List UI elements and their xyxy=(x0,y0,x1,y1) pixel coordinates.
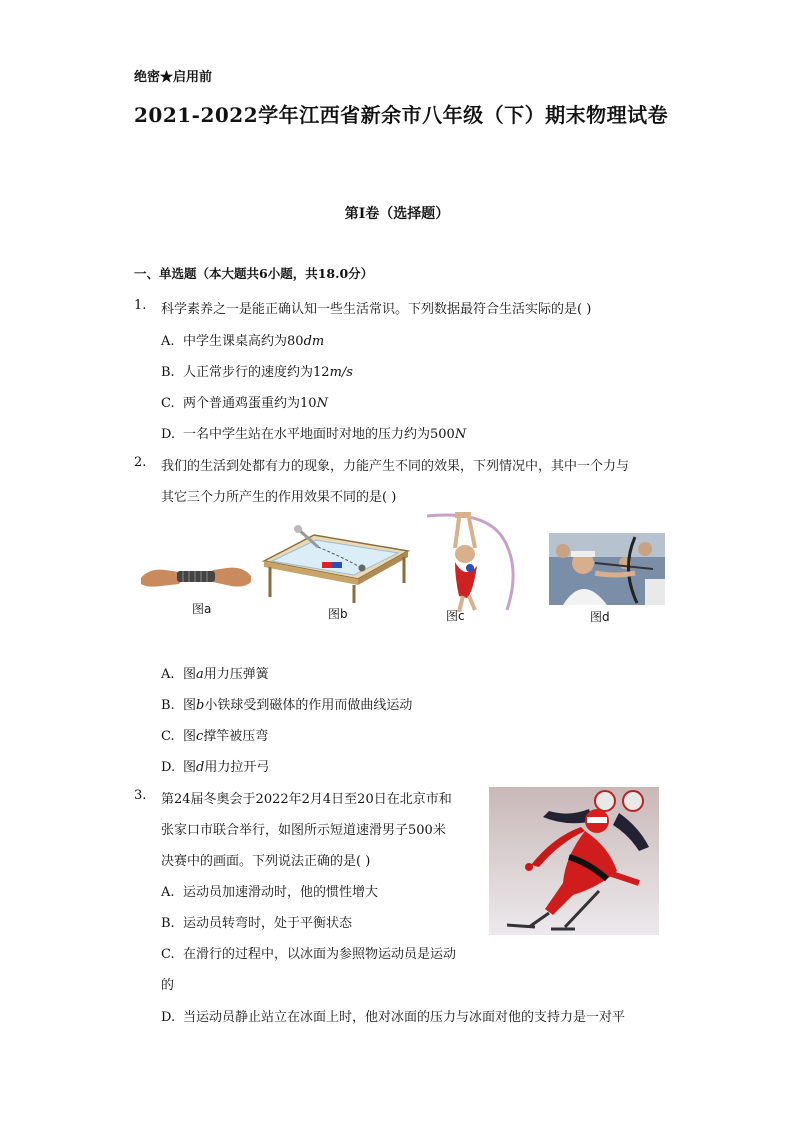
q1-option-a[interactable] xyxy=(161,330,324,349)
archery-figure xyxy=(549,533,665,605)
volume-title: 第I卷（选择题） xyxy=(344,206,450,222)
option-letter: B. xyxy=(161,698,175,713)
question-3-stem-line2: 张家口市联合举行，如图所示短道速滑男子500米 xyxy=(161,823,446,838)
option-unit: N xyxy=(454,427,467,442)
option-text: 运动员转弯时，处于平衡状态 xyxy=(183,916,353,931)
option-letter: C. xyxy=(161,947,175,962)
option-text: 图 xyxy=(183,698,197,713)
option-text: 当运动员静止站立在冰面上时，他对冰面的压力与冰面对他的支持力是一对平 xyxy=(183,1010,626,1025)
figure-d-caption: 图d xyxy=(590,610,610,624)
pole-vault-figure xyxy=(425,508,525,612)
option-text: 在滑行的过程中，以冰面为参照物运动员是运动 xyxy=(183,947,457,962)
option-letter: B. xyxy=(161,365,175,380)
q1-option-c[interactable] xyxy=(161,392,328,411)
question-3-stem-line1: 第24届冬奥会于2022年2月4日至20日在北京市和 xyxy=(161,792,452,807)
option-text: 图 xyxy=(183,760,197,775)
option-letter: B. xyxy=(161,916,175,931)
option-unit: dm xyxy=(303,334,325,349)
option-unit: N xyxy=(316,396,328,411)
option-text: 中学生课桌高约为 xyxy=(183,334,288,349)
option-text: 用力拉开弓 xyxy=(204,760,270,775)
question-1-number: 1. xyxy=(134,298,147,313)
option-value: 80 xyxy=(287,334,304,349)
q3-option-a[interactable] xyxy=(161,881,378,900)
option-text: 一名中学生站在水平地面时对地的压力约为 xyxy=(183,427,431,442)
option-text: 小铁球受到磁体的作用而做曲线运动 xyxy=(204,698,413,713)
option-value: 500 xyxy=(430,427,455,442)
q3-option-c-continued xyxy=(161,974,174,993)
q1-option-d[interactable] xyxy=(161,423,466,442)
q2-option-d[interactable] xyxy=(161,756,269,775)
option-letter: A. xyxy=(161,334,175,349)
option-text: 两个普通鸡蛋重约为 xyxy=(183,396,301,411)
question-2-stem-line1: 我们的生活到处都有力的现象，力能产生不同的效果，下列情况中，其中一个力与 xyxy=(161,459,630,474)
option-letter: A. xyxy=(161,885,175,900)
option-value: 12 xyxy=(313,365,330,380)
q2-option-a[interactable] xyxy=(161,663,269,682)
question-1-stem: 科学素养之一是能正确认知一些生活常识。下列数据最符合生活实际的是( ) xyxy=(161,302,592,317)
exam-title: 2021-2022学年江西省新余市八年级（下）期末物理试卷 xyxy=(134,103,669,127)
q2-option-b[interactable] xyxy=(161,694,412,713)
option-letter: A. xyxy=(161,667,175,682)
magnet-table-figure xyxy=(262,523,412,605)
option-letter: D. xyxy=(161,760,176,775)
q3-option-b[interactable] xyxy=(161,912,352,931)
option-text: 的 xyxy=(161,978,175,993)
option-text: 用力压弹簧 xyxy=(203,667,269,682)
confidential-label: 绝密★启用前 xyxy=(134,70,213,85)
hands-spring-figure xyxy=(139,556,253,596)
figure-b-caption: 图b xyxy=(328,607,348,621)
option-text: 运动员加速滑动时，他的惯性增大 xyxy=(183,885,379,900)
q3-option-c[interactable] xyxy=(161,943,456,962)
question-2-stem-line2: 其它三个力所产生的作用效果不同的是( ) xyxy=(161,490,397,505)
option-var: b xyxy=(196,698,205,713)
section-heading: 一、单选题（本大题共6小题，共18.0分） xyxy=(134,266,374,281)
option-unit: m/s xyxy=(329,365,353,380)
figure-c-caption: 图c xyxy=(446,609,465,623)
option-text: 撑竿被压弯 xyxy=(203,729,269,744)
option-text: 图 xyxy=(183,729,197,744)
option-var: a xyxy=(196,667,204,682)
option-var: d xyxy=(196,760,205,775)
option-value: 10 xyxy=(300,396,317,411)
option-letter: C. xyxy=(161,729,175,744)
q1-option-b[interactable] xyxy=(161,361,353,380)
option-text: 图 xyxy=(183,667,197,682)
q3-option-d[interactable] xyxy=(161,1006,625,1025)
question-3-number: 3. xyxy=(134,788,147,803)
question-3-stem-line3: 决赛中的画面。下列说法正确的是( ) xyxy=(161,854,371,869)
speed-skating-figure xyxy=(489,787,659,935)
figure-a-caption: 图a xyxy=(192,602,212,616)
option-var: c xyxy=(196,729,204,744)
option-letter: D. xyxy=(161,1010,176,1025)
q2-option-c[interactable] xyxy=(161,725,268,744)
option-letter: D. xyxy=(161,427,176,442)
option-text: 人正常步行的速度约为 xyxy=(183,365,314,380)
option-letter: C. xyxy=(161,396,175,411)
question-2-number: 2. xyxy=(134,455,147,470)
